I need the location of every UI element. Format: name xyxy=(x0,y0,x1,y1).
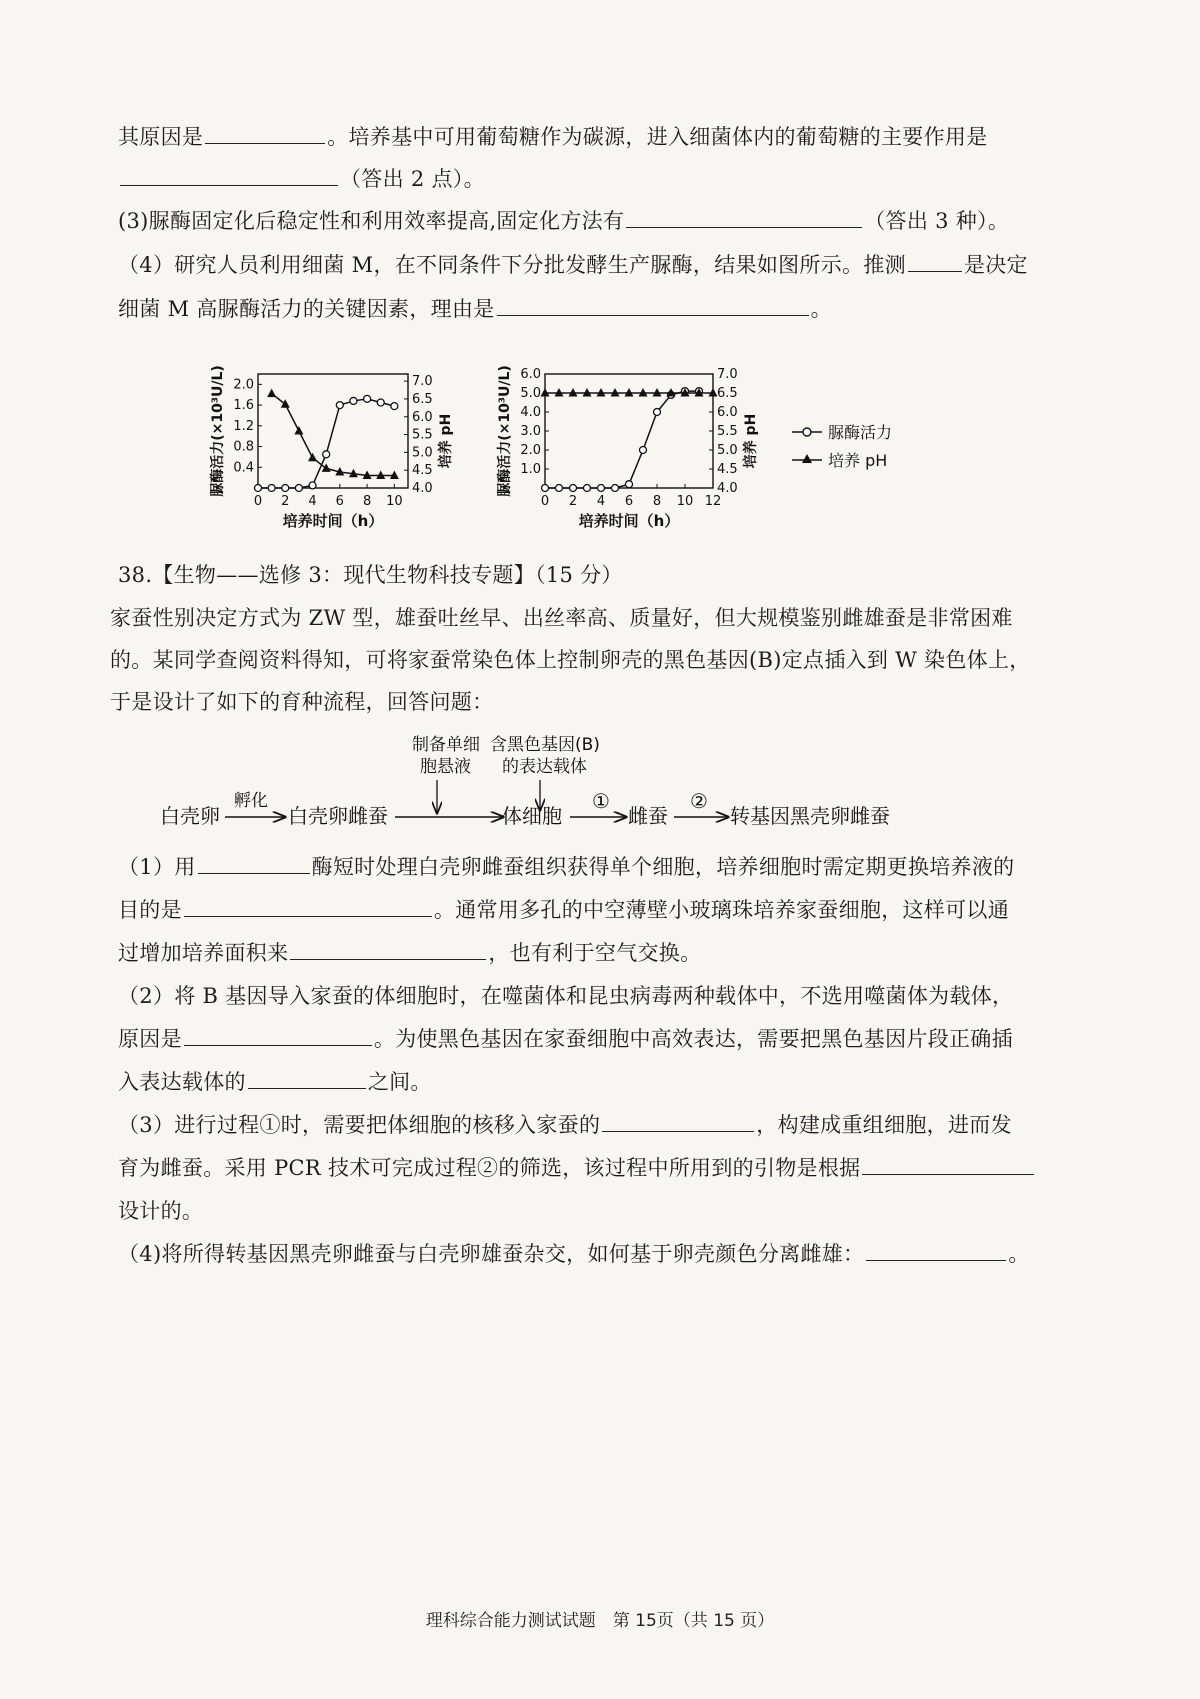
answer-blank[interactable] xyxy=(198,855,310,874)
x-axis-label: 培养时间（h） xyxy=(578,512,680,530)
q38-s1-line2: 目的是 。通常用多孔的中空薄壁小玻璃珠培养家蚕细胞，这样可以通 xyxy=(118,898,1010,922)
activity-point xyxy=(654,409,661,416)
y-left-tick-label: 6.0 xyxy=(520,367,541,382)
x-tick-label: 4 xyxy=(596,494,606,509)
answer-blank[interactable] xyxy=(866,1242,1006,1261)
y-left-tick-label: 2.0 xyxy=(520,443,541,458)
legend-activity-label: 脲酶活力 xyxy=(828,423,893,442)
answer-blank[interactable] xyxy=(120,167,338,186)
activity-point xyxy=(640,447,647,454)
x-tick-label: 0 xyxy=(253,494,263,509)
y-right-tick-label: 6.5 xyxy=(412,391,433,407)
activity-point xyxy=(598,485,605,492)
y-left-tick-label: 1.0 xyxy=(520,462,541,477)
y-left-tick-label: 0.4 xyxy=(233,460,254,476)
y-right-tick-label: 6.0 xyxy=(717,405,738,420)
page-footer: 理科综合能力测试试题 第 15页（共 15 页） xyxy=(425,1611,775,1631)
flow-input-cell-suspension-2: 胞悬液 xyxy=(420,757,471,777)
q38-intro3: 于是设计了如下的育种流程，回答问题： xyxy=(110,690,494,714)
y-right-tick-label: 5.5 xyxy=(717,424,738,439)
answer-blank[interactable] xyxy=(248,1070,366,1089)
flow-label-hatch: 孵化 xyxy=(234,791,268,811)
flow-input-vector-2: 的表达载体 xyxy=(502,757,587,777)
y-right-tick-label: 7.0 xyxy=(717,367,738,382)
answer-blank[interactable] xyxy=(184,1027,372,1046)
activity-point xyxy=(255,485,262,492)
y-right-tick-label: 6.0 xyxy=(412,409,433,425)
x-tick-label: 10 xyxy=(676,494,694,509)
chart-left xyxy=(200,360,480,550)
y-right-axis-label: 培养 pH xyxy=(743,413,759,469)
y-right-tick-label: 4.0 xyxy=(412,481,433,496)
q38-s2-line1: （2）将 B 基因导入家蚕的体细胞时，在噬菌体和昆虫病毒两种载体中，不选用噬菌体为载体， xyxy=(118,984,1014,1008)
x-tick-label: 10 xyxy=(386,494,403,509)
ph-point xyxy=(267,389,276,398)
activity-point xyxy=(268,485,275,492)
ph-point xyxy=(294,426,303,435)
q37-p4-line2: 细菌 M 高脲酶活力的关键因素，理由是 。 xyxy=(118,297,832,321)
q37-p3: (3)脲酶固定化后稳定性和利用效率提高,固定化方法有 （答出 3 种）。 xyxy=(118,209,1010,233)
flow-input-vector-1: 含黑色基因(B) xyxy=(490,735,600,755)
series-line xyxy=(545,391,699,488)
y-right-tick-label: 4.0 xyxy=(717,481,738,496)
activity-point xyxy=(282,485,289,492)
flow-input-cell-suspension-1: 制备单细 xyxy=(412,735,480,755)
ph-point xyxy=(281,399,290,408)
x-tick-label: 2 xyxy=(281,494,290,509)
flow-node-somatic-cell: 体细胞 xyxy=(502,804,562,828)
answer-blank[interactable] xyxy=(290,941,486,960)
chart-legend xyxy=(790,418,930,478)
x-tick-label: 8 xyxy=(362,494,372,509)
flow-node-transgenic: 转基因黑壳卵雌蚕 xyxy=(730,804,890,828)
activity-point xyxy=(295,485,302,492)
answer-blank[interactable] xyxy=(184,898,432,917)
answer-blank[interactable] xyxy=(862,1156,1034,1175)
y-left-axis-label: 脲酶活力(×10³U/L) xyxy=(210,365,226,497)
y-left-tick-label: 5.0 xyxy=(520,386,541,401)
legend-ph-label: 培养 pH xyxy=(828,451,888,470)
legend-activity-marker xyxy=(803,428,811,436)
x-tick-label: 0 xyxy=(540,494,550,509)
answer-blank[interactable] xyxy=(602,1113,754,1132)
activity-point xyxy=(364,395,371,402)
y-right-tick-label: 5.0 xyxy=(412,445,433,461)
series-line xyxy=(272,394,395,476)
series-line xyxy=(258,399,394,488)
flow-step-2: ② xyxy=(690,789,708,813)
y-left-tick-label: 1.2 xyxy=(233,418,254,434)
flow-node-female-silkworm: 雌蚕 xyxy=(628,804,668,828)
x-tick-label: 2 xyxy=(568,494,578,509)
x-tick-label: 4 xyxy=(308,494,317,509)
y-left-tick-label: 3.0 xyxy=(520,424,541,439)
x-tick-label: 6 xyxy=(624,494,634,509)
y-right-tick-label: 4.5 xyxy=(412,463,433,479)
q37-p2-line1: 其原因是 。培养基中可用葡萄糖作为碳源，进入细菌体内的葡萄糖的主要作用是 xyxy=(118,125,988,149)
ph-point xyxy=(322,463,331,472)
activity-point xyxy=(350,397,357,404)
q38-s3-line1: （3）进行过程①时，需要把体细胞的核移入家蚕的 ，构建成重组细胞，进而发 xyxy=(118,1113,1012,1137)
q38-s3-line2: 育为雌蚕。采用 PCR 技术可完成过程②的筛选，该过程中所用到的引物是根据 xyxy=(118,1153,1036,1183)
q38-s4: （4)将所得转基因黑壳卵雌蚕与白壳卵雄蚕杂交，如何基于卵壳颜色分离雌雄： 。 xyxy=(118,1242,1030,1266)
y-right-tick-label: 4.5 xyxy=(717,462,738,477)
chart-right xyxy=(495,360,785,550)
q37-p4-line1: （4）研究人员利用细菌 M，在不同条件下分批发酵生产脲酶，结果如图所示。推测 是决定 xyxy=(118,253,1028,277)
y-left-tick-label: 0.8 xyxy=(233,439,254,455)
q38-title: 38.【生物——选修 3：现代生物科技专题】（15 分） xyxy=(118,563,623,587)
y-left-tick-label: 2.0 xyxy=(233,377,254,393)
y-left-tick-label: 4.0 xyxy=(520,405,541,420)
q38-s1-line1: （1）用 酶短时处理白壳卵雌蚕组织获得单个细胞，培养细胞时需定期更换培养液的 xyxy=(118,855,1015,879)
y-left-axis-label: 脲酶活力(×10³U/L) xyxy=(497,365,513,497)
q38-intro1: 家蚕性别决定方式为 ZW 型，雄蚕吐丝早、出丝率高、质量好，但大规模鉴别雌雄蚕是非常困难 xyxy=(110,606,1013,630)
x-tick-label: 8 xyxy=(652,494,662,509)
activity-point xyxy=(584,485,591,492)
ph-point xyxy=(308,453,317,462)
x-tick-label: 12 xyxy=(704,494,722,509)
answer-blank[interactable] xyxy=(908,253,962,272)
y-right-axis-label: 培养 pH xyxy=(438,413,454,469)
flow-node-white-egg-female: 白壳卵雌蚕 xyxy=(288,804,388,828)
flow-node-white-egg: 白壳卵 xyxy=(160,804,220,828)
q38-intro2: 的。某同学查阅资料得知，可将家蚕常染色体上控制卵壳的黑色基因(B)定点插入到 W 染色体上， xyxy=(110,648,1031,672)
activity-point xyxy=(336,402,343,409)
activity-point xyxy=(377,399,384,406)
y-right-tick-label: 5.0 xyxy=(717,443,738,458)
answer-blank[interactable] xyxy=(626,209,862,228)
y-right-tick-label: 7.0 xyxy=(412,374,433,390)
answer-blank[interactable] xyxy=(205,125,325,144)
q38-s2-line2: 原因是 。为使黑色基因在家蚕细胞中高效表达，需要把黑色基因片段正确插 xyxy=(118,1027,1013,1051)
legend-ph-marker xyxy=(802,454,812,463)
flow-step-1: ① xyxy=(592,789,610,813)
x-axis-label: 培养时间（h） xyxy=(282,512,384,530)
activity-point xyxy=(570,485,577,492)
answer-blank[interactable] xyxy=(497,297,809,316)
q38-s2-line3: 入表达载体的 之间。 xyxy=(118,1070,432,1094)
activity-point xyxy=(556,485,563,492)
activity-point xyxy=(309,482,316,489)
activity-point xyxy=(542,485,549,492)
x-tick-label: 6 xyxy=(335,494,344,509)
q38-s3-line3: 设计的。 xyxy=(118,1199,204,1223)
activity-point xyxy=(391,403,398,410)
y-right-tick-label: 6.5 xyxy=(717,386,738,401)
activity-point xyxy=(323,451,330,458)
y-left-tick-label: 1.6 xyxy=(233,398,254,414)
y-right-tick-label: 5.5 xyxy=(412,427,433,443)
activity-point xyxy=(626,481,633,488)
q38-s1-line3: 过增加培养面积来 ，也有利于空气交换。 xyxy=(118,941,702,965)
activity-point xyxy=(612,485,619,492)
q37-p2-line2: （答出 2 点）。 xyxy=(118,164,485,194)
breeding-flow-diagram xyxy=(150,730,910,840)
